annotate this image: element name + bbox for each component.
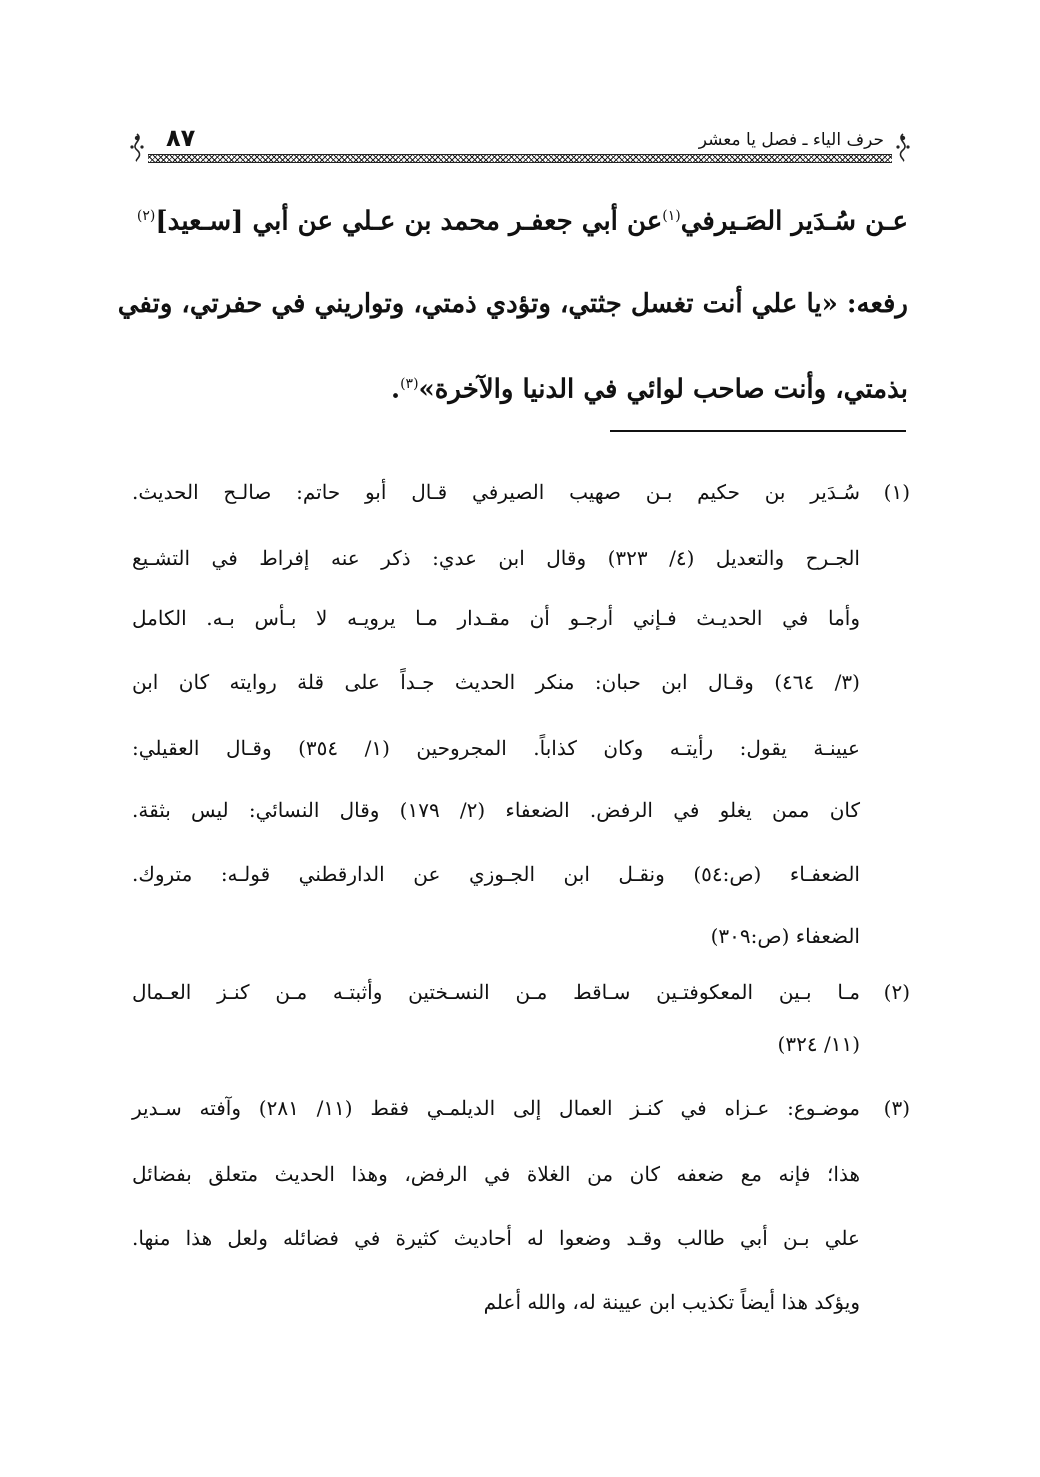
footnote-line: هذا؛ فإنه مع ضعفه كان من الغلاة في الرفض، وهذا الحديث متعلق بفضائل [132,1162,860,1186]
footnote-separator [610,430,906,432]
page-number: ٨٧ [162,124,199,152]
footnote-number: (٢) [883,980,910,1004]
main-text-line [132,364,908,410]
footnote-line: سُـدَير بن حكيم بـن صهيب الصيرفي قـال أبو حاتم: صالـح الحديث. [132,480,860,504]
footnote-line: (٣/ ٤٦٤) وقـال ابن حبان: منكر الحديث جـداً على قلة روايته كان ابن [132,670,860,694]
ornament-icon [126,132,148,162]
footnote-line: الضعفاء (ص:٣٠٩) [710,924,860,948]
footnote-line: مـا بـين المعكوفتـين سـاقط مـن النسـختين وأثبتـه مـن كنـز العـمال [132,980,860,1004]
main-text-fragment: بذمتي، وأنت صاحب لوائي في الدنيا والآخرة» [418,374,908,405]
main-text-line [132,196,908,242]
footnote-line: (١١/ ٣٢٤) [777,1032,860,1056]
footnote-line: الجـرح والتعديل (٤/ ٣٢٣) وقال ابن عدي: ذكر عنه إفراط في التشـيع [132,546,860,570]
main-text-fragment: . [391,374,401,405]
footnote-line: عيينـة يقول: رأيتـه وكان كذاباً. المجروحين (١/ ٣٥٤) وقـال العقيلي: [132,736,860,760]
footnote-number: (١) [883,480,910,504]
main-text-line: رفعه: «يا علي أنت تغسل جثتي، وتؤدي ذمتي، وتواريني في حفرتي، وتفي [117,289,908,319]
footnote-line: الضعفـاء (ص:٥٤) ونقـل ابن الجـوزي عن الدارقطني قولـه: متروك. [132,862,860,886]
footnote-line: ويؤكد هذا أيضاً تكذيب ابن عيينة له، والله أعلم [483,1290,860,1314]
footnote-line: علي بـن أبي طالب وقـد وضعوا له أحاديث كثيرة في فضائله ولعل هذا منها. [132,1226,860,1250]
main-text-fragment: عـن سُـدَير الصَـيرفي [680,206,908,237]
note-reference[interactable]: (٣) [400,376,419,392]
running-header [132,124,908,166]
note-reference[interactable]: (١) [662,208,681,224]
ornamental-rule [148,154,892,163]
main-text-fragment: عن أبي جعفـر محمد بن عـلي عن أبي [سـعيد] [155,206,663,237]
footnote-line: موضـوع: عـزاه في كنـز العمال إلى الديلمـي فقط (١١/ ٢٨١) وآفته سـدير [132,1096,860,1120]
footnote-line: وأما في الحديـث فـإني أرجـو أن مقـدار مـا يرويـه لا بـأس بـه. الكامل [132,606,860,630]
ornament-icon [892,132,914,162]
footnote-line: كان ممن يغلو في الرفض. الضعفاء (٢/ ١٧٩) وقال النسائي: ليس بثقة. [132,798,860,822]
footnote-number: (٣) [883,1096,910,1120]
chapter-title: حرف الياء ـ فصل يا معشر [695,130,888,150]
note-reference[interactable]: (٢) [136,208,156,224]
